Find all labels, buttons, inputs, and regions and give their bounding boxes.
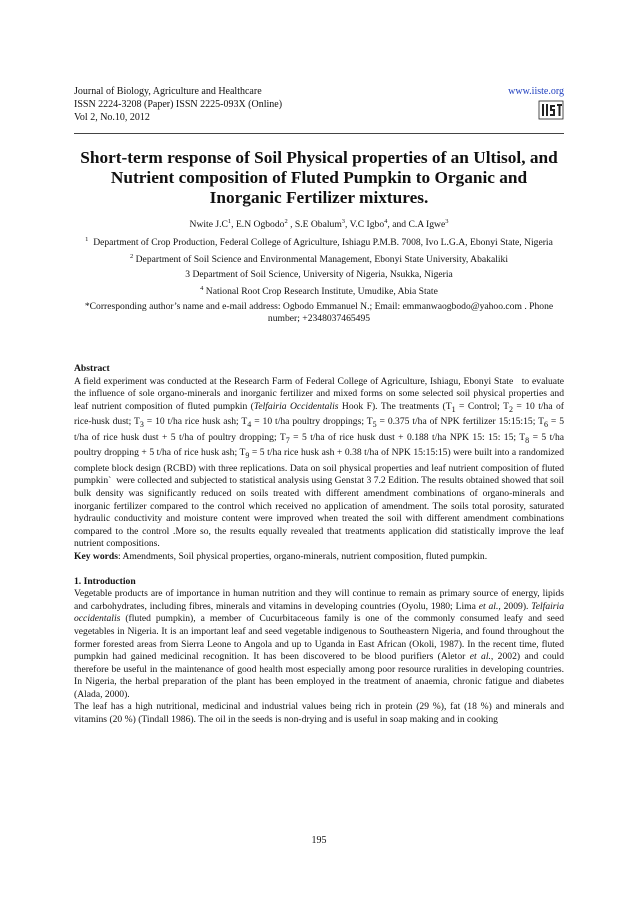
author-block	[74, 216, 564, 328]
introduction-paragraph-2: The leaf has a high nutritional, medicinal and industrial values being rich in protein (29 %), fat (18 %) and minerals and vitamins (20 %) (Tindall 1986). The oil in the seeds is non-drying and is useful in soap making and in cooking	[74, 701, 564, 726]
abstract-text: A field experiment was conducted at the Research Farm of Federal College of Agriculture, Ishiagu, Ebonyi State to evaluate the influence of sole organo-minerals and inorganic fertilizer and mixed forms on some selected soil physical properties and leaf nutrient composition of fluted pumpkin (Telfairia Occidentalis Hook F). The treatments ($T_1$ = Control; $T_2 = 10$ t/ha of rice-husk dust; $T_3 = 10$ t/ha rice husk ash; $T_4 = 10$ t/ha poultry droppings; $T_5 = 0.375$ t/ha of NPK fertilizer 15:15:15; $T_6 = 5$ t/ha of rice husk dust + 5 t/ha of poultry dropping; $T_7 = 5$ t/ha of rice husk dust + 0.188 t/ha NPK 15: 15: 15; $T_8 = 5$ t/ha poultry dropping + 5 t/ha of rice husk ash; $T_9 = 5$ t/ha rice husk ash + 0.38 t/ha of NPK 15:15:15) were built into a randomized complete block design (RCBD) with three replications. Data on soil physical properties and leaf nutrient composition of fluted pumpkin` were collected and subjected to statistical analysis using Genstat 3 7.2 Edition. The results obtained showed that soil bulk density was significantly reduced on soils treated with different amendment combinations of organo-minerals and inorganic fertilizer compared to the control which received no application of amendment. The soils total porosity, saturated hydraulic conductivity and moisture content were improved when treated the soil with different amendment combinations compared to the control .More so, the results equally revealed that treatments application did statistically improve the leaf nutrient compositions.	[74, 375, 565, 550]
keywords-line	[74, 551, 564, 564]
page-number: 195	[311, 835, 327, 846]
journal-header	[74, 85, 564, 124]
journal-volume: Vol 2, No.10, 2012	[74, 112, 150, 123]
introduction-heading: 1. Introduction	[74, 575, 136, 587]
paper-body	[74, 363, 564, 727]
affiliation-1: $^1$ Department of Crop Production, Federal College of Agriculture, Ishiagu P.M.B. 7008, Ivo L.G.A, Ebonyi State, Nigeria	[85, 235, 553, 248]
journal-name: Journal of Biology, Agriculture and Healthcare	[74, 86, 262, 97]
affiliation-3: 3 Department of Soil Science, University of Nigeria, Nsukka, Nigeria	[185, 268, 453, 280]
keywords-text: : Amendments, Soil physical properties, organo-minerals, nutrient composition, fluted pumpkin.	[117, 550, 488, 562]
paper-title: Short-term response of Soil Physical properties of an Ultisol, and Nutrient composition of Fluted Pumpkin to Organic and Inorganic Fertilizer mixtures.	[80, 148, 558, 207]
journal-url-link[interactable]: www.iiste.org	[508, 86, 564, 97]
header-rule	[74, 133, 564, 134]
keywords-label: Key words	[74, 550, 118, 562]
author-names: Nwite $J.C^1$, E.N Ogbodo$^2$ , S.E Obalum$^3$, V.C Igbo$^4$, and C.A Igwe$^3$	[189, 218, 449, 230]
abstract-heading: Abstract	[74, 363, 110, 374]
affiliation-4: $^4$ National Root Crop Research Institute, Umudike, Abia State	[200, 285, 438, 297]
affiliation-2: $^2$ Department of Soil Science and Environmental Management, Ebonyi State University, Abakaliki	[129, 253, 509, 265]
corresponding-author: *Corresponding author’s name and e-mail address: Ogbodo Emmanuel N.; Email: emmanwaogbodo@yahoo.com . Phone number; +2348037465495	[84, 300, 554, 324]
journal-issn: ISSN 2224-3208 (Paper) ISSN 2225-093X (Online)	[74, 99, 283, 110]
introduction-paragraph-1: Vegetable products are of importance in human nutrition and they will continue to remain as primary source of energy, lipids and carbohydrates, including fibres, minerals and vitamins in developing countries (Oyolu, 1980; Lima et al., 2009). Telfairia occidentalis (fluted pumpkin), a member of Cucurbitaceous family is one of the commonly consumed leafy and seed vegetables in Nigeria. It is an important leaf and seed vegetable indigenous to Southeastern Nigeria, and found throughout the former forested areas from Sierra Leone to Angola and up to Uganda in East African (Okoli, 1987). In the recent time, fluted pumpkin had gained medicinal recognition. It has been discovered to be blood purifiers (Aletor et al., 2002) and could therefore be useful in the maintenance of good health most especially among poor resource ruralities in developing countries. In Nigeria, the herbal preparation of the plant has been employed in the treatment of anaemia, chronic fatigue and diabetes (Alada, 2000).	[74, 588, 564, 700]
iiste-logo-icon	[538, 99, 564, 121]
